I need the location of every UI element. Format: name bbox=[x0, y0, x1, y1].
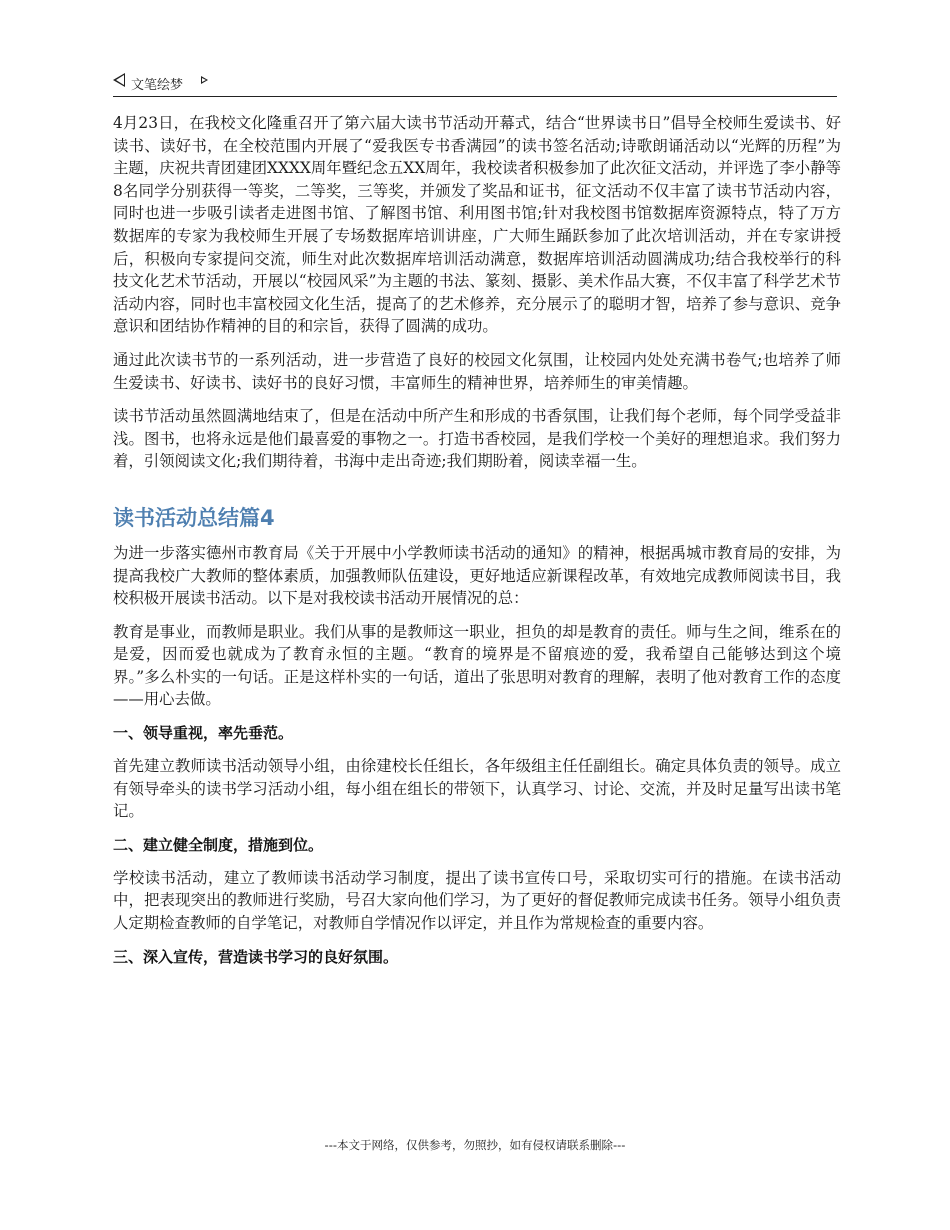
subsection-heading: 一、领导重视，率先垂范。 bbox=[113, 724, 294, 743]
left-triangle-icon bbox=[113, 73, 125, 87]
paragraph: 为进一步落实德州市教育局《关于开展中小学教师读书活动的通知》的精神，根据禹城市教育局的安排，为提高我校广大教师的整体素质，加强教师队伍建设，更好地适应新课程改革，有效地完成教师阅读书目，我校积极开展读书活动。以下是对我校读书活动开展情况的总： bbox=[113, 543, 841, 608]
paragraph: 4月23日，在我校文化隆重召开了第六届大读书节活动开幕式，结合“世界读书日”倡导全校师生爱读书、好读书、读好书，在全校范围内开展了“爱我医专书香满园”的读书签名活动;诗歌朗诵活动以“光辉的历程”为主题，庆祝共青团建团XXXX周年暨纪念五XX周年，我校读者积极参加了此次征文活动，并评选了李小静等8名同学分别获得一等奖，二等奖，三等奖，并颁发了奖品和证书，征文活动不仅丰富了读书节活动内容，同时也进一步吸引读者走进图书馆、了解图书馆、利用图书馆;针对我校图书馆数据库资源特点，特了万方数据库的专家为我校师生开展了专场数据库培训讲座，广大师生踊跃参加了此次培训活动，并在专家讲授后，积极向专家提问交流，师生对此次数据库培训活动满意，数据库培训活动圆满成功;结合我校举行的科技文化艺术节活动，开展以“校园风采”为主题的书法、篆刻、摄影、美术作品大赛，不仅丰富了科学艺术节活动内容，同时也丰富校园文化生活，提高了的艺术修养，充分展示了的聪明才智，培养了参与意识、竞争意识和团结协作精神的目的和宗旨，获得了圆满的成功。 bbox=[113, 114, 841, 336]
subsection-heading: 三、深入宣传，营造读书学习的良好氛围。 bbox=[113, 947, 399, 966]
page-header bbox=[113, 72, 837, 97]
section-title: 读书活动总结篇4 bbox=[113, 505, 275, 530]
paragraph: 通过此次读书节的一系列活动，进一步营造了良好的校园文化氛围，让校园内处处充满书卷气;也培养了师生爱读书、好读书、读好书的良好习惯，丰富师生的精神世界，培养师生的审美情趣。 bbox=[113, 350, 841, 392]
paragraph: 学校读书活动，建立了教师读书活动学习制度，提出了读书宣传口号，采取切实可行的措施。在读书活动中，把表现突出的教师进行奖励，号召大家向他们学习，为了更好的督促教师完成读书任务。领导小组负责人定期检查教师的自学笔记，对教师自学情况作以评定，并且作为常规检查的重要内容。 bbox=[113, 868, 841, 933]
subsection-heading: 二、建立健全制度，措施到位。 bbox=[113, 835, 324, 854]
header-title: 文笔绘梦 bbox=[131, 78, 184, 93]
paragraph: 首先建立教师读书活动领导小组，由徐建校长任组长，各年级组主任任副组长。确定具体负责的领导。成立有领导牵头的读书学习活动小组，每小组在组长的带领下，认真学习、讨论、交流，并及时足量写出读书笔记。 bbox=[113, 757, 841, 821]
document-body bbox=[113, 112, 841, 979]
paragraph: 教育是事业，而教师是职业。我们从事的是教师这一职业，担负的却是教育的责任。师与生之间，维系在的是爱，因而爱也就成为了教育永恒的主题。“教育的境界是不留痕迹的爱，我希望自己能够达到这个境界。”多么朴实的一句话。正是这样朴实的一句话，道出了张思明对教育的理解，表明了他对教育工作的态度——用心去做。 bbox=[113, 622, 841, 709]
right-triangle-icon bbox=[201, 76, 208, 84]
page-footer: ---本文于网络，仅供参考，勿照抄，如有侵权请联系删除--- bbox=[324, 1138, 626, 1152]
paragraph: 读书节活动虽然圆满地结束了，但是在活动中所产生和形成的书香氛围，让我们每个老师，每个同学受益非浅。图书，也将永远是他们最喜爱的事物之一。打造书香校园，是我们学校一个美好的理想追求。我们努力着，引领阅读文化;我们期待着，书海中走出奇迹;我们期盼着，阅读幸福一生。 bbox=[113, 407, 841, 471]
